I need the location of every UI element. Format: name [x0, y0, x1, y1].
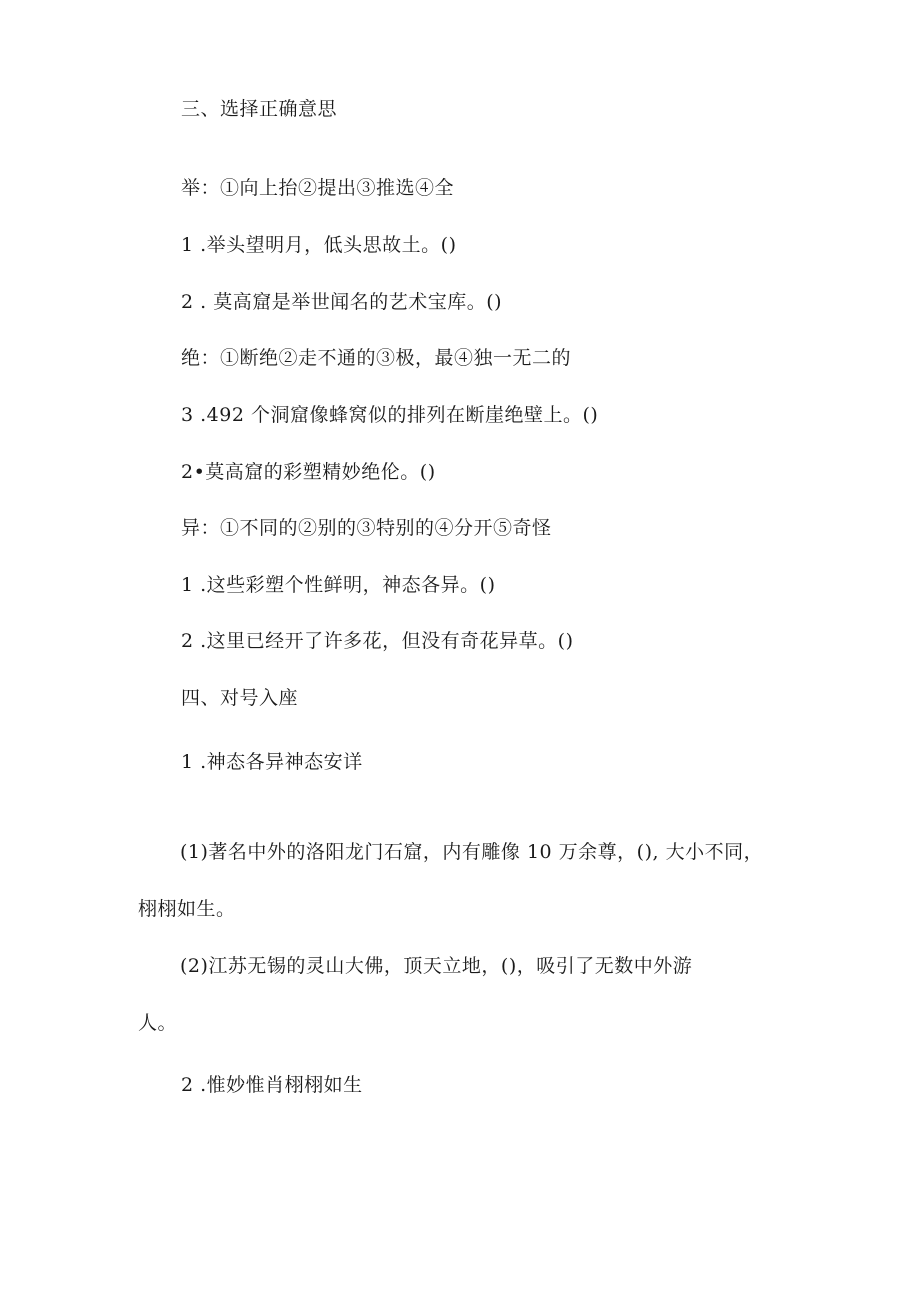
- section-3-heading: 三、选择正确意思: [181, 98, 338, 120]
- fill-in-sentence-2-line-1: (2)江苏无锡的灵山大佛，顶天立地，()，吸引了无数中外游: [180, 955, 693, 977]
- fill-in-sentence-2-line-2: 人。: [138, 1012, 178, 1034]
- ju-question-2: 2 . 莫高窟是举世闻名的艺术宝库。(): [181, 291, 503, 313]
- jue-question-1: 3 .492 个洞窟像蜂窝似的排列在断崖绝壁上。(): [181, 404, 599, 426]
- word-group-1: 1 .神态各异神态安详: [181, 751, 363, 773]
- yi-question-2: 2 .这里已经开了许多花，但没有奇花异草。(): [181, 630, 574, 652]
- fill-in-sentence-1-line-2: 栩栩如生。: [138, 898, 236, 920]
- jue-definition: 绝：①断绝②走不通的③极，最④独一无二的: [181, 347, 572, 369]
- word-group-2: 2 .惟妙惟肖栩栩如生: [181, 1074, 363, 1096]
- yi-definition: 异：①不同的②别的③特别的④分开⑤奇怪: [181, 517, 552, 539]
- section-4-heading: 四、对号入座: [181, 687, 299, 709]
- fill-in-sentence-1-line-1: (1)著名中外的洛阳龙门石窟，内有雕像 10 万余尊，(), 大小不同，: [180, 841, 764, 863]
- ju-definition: 举：①向上抬②提出③推选④全: [181, 177, 455, 199]
- yi-question-1: 1 .这些彩塑个性鲜明，神态各异。(): [181, 574, 496, 596]
- jue-question-2: 2•莫高窟的彩塑精妙绝伦。(): [181, 461, 436, 483]
- ju-question-1: 1 .举头望明月，低头思故土。(): [181, 234, 457, 256]
